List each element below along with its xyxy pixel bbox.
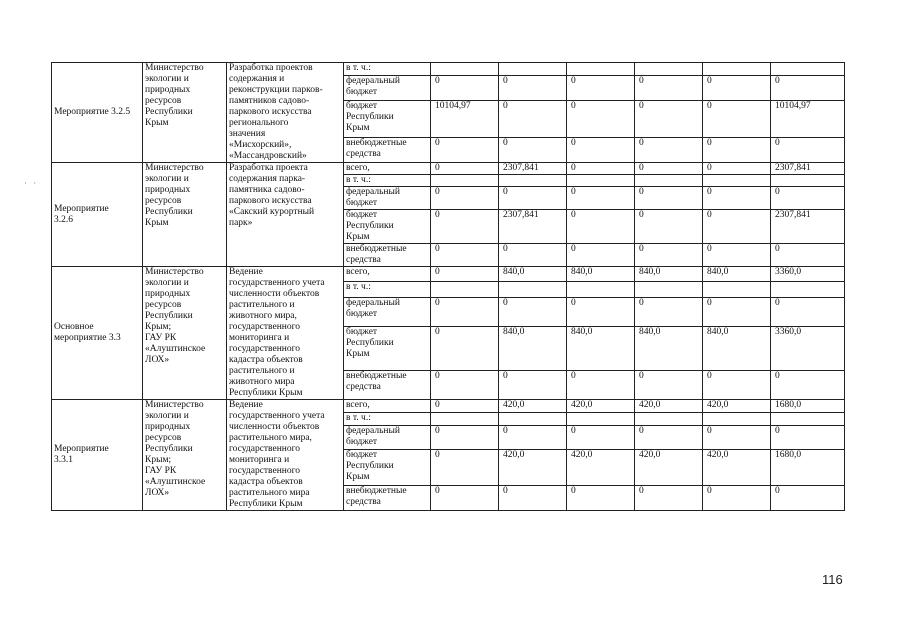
funding-source-cell: бюджет Республики Крым (344, 210, 431, 244)
value-col-3 (567, 412, 635, 425)
value-col-5: 0 (703, 425, 771, 450)
value-col-1: 0 (431, 450, 499, 486)
value-col-3: 840,0 (567, 327, 635, 370)
value-col-5: 0 (703, 486, 771, 511)
value-col-3: 0 (567, 370, 635, 399)
value-col-5: 840,0 (703, 267, 771, 282)
value-col-2: 0 (499, 76, 567, 101)
funding-source-cell: в т. ч.: (344, 412, 431, 425)
value-total: 0 (771, 486, 845, 511)
funding-source-cell: в т. ч.: (344, 175, 431, 187)
value-col-5: 0 (703, 297, 771, 326)
funding-source-cell: федеральный бюджет (344, 425, 431, 450)
value-col-4: 0 (635, 297, 703, 326)
value-col-3: 0 (567, 76, 635, 101)
value-total (771, 282, 845, 297)
funding-source-cell: внебюджетные средства (344, 244, 431, 267)
value-col-4: 0 (635, 137, 703, 162)
value-total: 0 (771, 370, 845, 399)
value-col-3: 0 (567, 244, 635, 267)
event-cell: Мероприятие 3.2.6 (52, 163, 143, 267)
value-col-2: 0 (499, 244, 567, 267)
page-number: 116 (822, 572, 843, 587)
value-col-1: 0 (431, 267, 499, 282)
value-col-5: 0 (703, 163, 771, 175)
budget-table (51, 62, 845, 511)
funding-source-cell: бюджет Республики Крым (344, 450, 431, 486)
executor-cell: Министерство экологии и природных ресурсов Республики Крым; ГАУ РК «Алуштинское ЛОХ» (143, 267, 227, 400)
value-col-4 (635, 282, 703, 297)
value-col-3: 0 (567, 137, 635, 162)
funding-source-cell: федеральный бюджет (344, 297, 431, 326)
value-col-1: 10104,97 (431, 101, 499, 138)
value-col-3: 840,0 (567, 267, 635, 282)
value-col-1 (431, 175, 499, 187)
value-col-5: 0 (703, 137, 771, 162)
funding-source-cell: бюджет Республики Крым (344, 327, 431, 370)
value-col-1: 0 (431, 370, 499, 399)
value-col-2: 2307,841 (499, 163, 567, 175)
budget-table-body (52, 63, 845, 511)
funding-source-cell: в т. ч.: (344, 282, 431, 297)
description-cell: Разработка проектов содержания и реконструкции парков- памятников садово- паркового искусства регионального значения «Мисхорский», «Массандровский» (227, 63, 344, 163)
funding-source-cell: бюджет Республики Крым (344, 101, 431, 138)
scan-edge-mark: · · (24, 178, 39, 188)
description-cell: Ведение государственного учета численности объектов растительного мира, государственного мониторинга и государственного кадастра объектов растительного мира Республики Крым (227, 400, 344, 511)
funding-source-cell: федеральный бюджет (344, 76, 431, 101)
value-col-5: 0 (703, 210, 771, 244)
value-col-2: 0 (499, 101, 567, 138)
value-col-5: 0 (703, 244, 771, 267)
table-row (52, 400, 845, 413)
value-col-2: 0 (499, 137, 567, 162)
value-col-2 (499, 412, 567, 425)
value-col-1: 0 (431, 327, 499, 370)
value-total (771, 175, 845, 187)
value-col-4: 840,0 (635, 267, 703, 282)
value-col-3: 0 (567, 101, 635, 138)
value-col-1: 0 (431, 76, 499, 101)
value-col-1: 0 (431, 297, 499, 326)
value-col-5 (703, 412, 771, 425)
value-col-3: 0 (567, 163, 635, 175)
value-col-2: 2307,841 (499, 210, 567, 244)
value-col-4: 0 (635, 76, 703, 101)
value-col-5 (703, 282, 771, 297)
value-col-3 (567, 282, 635, 297)
value-col-3: 420,0 (567, 400, 635, 413)
value-col-5: 0 (703, 76, 771, 101)
executor-cell: Министерство экологии и природных ресурсов Республики Крым (143, 63, 227, 163)
funding-source-cell: всего, (344, 400, 431, 413)
value-total (771, 412, 845, 425)
event-cell: Мероприятие 3.2.5 (52, 63, 143, 163)
value-col-3: 0 (567, 187, 635, 210)
value-total: 0 (771, 425, 845, 450)
description-cell: Разработка проекта содержания парка- памятника садово- паркового искусства «Сакский курортный парк» (227, 163, 344, 267)
value-col-3 (567, 175, 635, 187)
value-col-4 (635, 412, 703, 425)
funding-source-cell: внебюджетные средства (344, 370, 431, 399)
value-total: 0 (771, 137, 845, 162)
value-col-4: 0 (635, 187, 703, 210)
value-col-3: 420,0 (567, 450, 635, 486)
value-col-5 (703, 175, 771, 187)
value-col-5 (703, 63, 771, 76)
value-total: 10104,97 (771, 101, 845, 138)
value-col-1 (431, 63, 499, 76)
event-cell: Мероприятие 3.3.1 (52, 400, 143, 511)
value-total: 3360,0 (771, 327, 845, 370)
value-col-5: 0 (703, 370, 771, 399)
executor-cell: Министерство экологии и природных ресурсов Республики Крым (143, 163, 227, 267)
value-col-1 (431, 282, 499, 297)
funding-source-cell: всего, (344, 267, 431, 282)
value-col-2: 0 (499, 486, 567, 511)
value-total: 0 (771, 76, 845, 101)
value-col-4: 0 (635, 486, 703, 511)
value-col-3 (567, 63, 635, 76)
executor-cell: Министерство экологии и природных ресурсов Республики Крым; ГАУ РК «Алуштинское ЛОХ» (143, 400, 227, 511)
funding-source-cell: внебюджетные средства (344, 486, 431, 511)
table-row (52, 63, 845, 76)
value-col-3: 0 (567, 486, 635, 511)
value-col-2: 420,0 (499, 450, 567, 486)
value-total: 0 (771, 187, 845, 210)
table-row (52, 267, 845, 282)
value-col-2: 840,0 (499, 327, 567, 370)
value-col-2 (499, 175, 567, 187)
value-col-1: 0 (431, 163, 499, 175)
value-col-5: 0 (703, 101, 771, 138)
table-row (52, 163, 845, 175)
value-col-4: 0 (635, 210, 703, 244)
value-col-4 (635, 175, 703, 187)
value-total: 2307,841 (771, 210, 845, 244)
value-col-4: 840,0 (635, 327, 703, 370)
description-cell: Ведение государственного учета численности объектов растительного и животного мира, государственного мониторинга и государственного кадастра объектов растительного и животного мира Республики Крым (227, 267, 344, 400)
value-col-4: 420,0 (635, 400, 703, 413)
value-col-1: 0 (431, 210, 499, 244)
value-col-1 (431, 412, 499, 425)
value-col-1: 0 (431, 486, 499, 511)
value-col-3: 0 (567, 297, 635, 326)
value-total: 0 (771, 297, 845, 326)
value-col-5: 420,0 (703, 400, 771, 413)
value-col-3: 0 (567, 210, 635, 244)
value-total: 1680,0 (771, 400, 845, 413)
value-total: 0 (771, 244, 845, 267)
value-col-2: 0 (499, 425, 567, 450)
event-cell: Основное мероприятие 3.3 (52, 267, 143, 400)
value-col-4: 0 (635, 370, 703, 399)
value-col-1: 0 (431, 425, 499, 450)
value-col-1: 0 (431, 137, 499, 162)
funding-source-cell: в т. ч.: (344, 63, 431, 76)
value-col-2: 0 (499, 370, 567, 399)
value-col-1: 0 (431, 400, 499, 413)
value-col-2: 840,0 (499, 267, 567, 282)
value-col-4: 0 (635, 425, 703, 450)
value-col-4 (635, 63, 703, 76)
value-col-2: 0 (499, 297, 567, 326)
value-col-5: 420,0 (703, 450, 771, 486)
value-total: 2307,841 (771, 163, 845, 175)
value-col-1: 0 (431, 244, 499, 267)
value-col-4: 0 (635, 101, 703, 138)
value-col-5: 0 (703, 187, 771, 210)
funding-source-cell: внебюджетные средства (344, 137, 431, 162)
value-total: 1680,0 (771, 450, 845, 486)
funding-source-cell: всего, (344, 163, 431, 175)
value-col-2 (499, 63, 567, 76)
value-col-1: 0 (431, 187, 499, 210)
value-col-2 (499, 282, 567, 297)
value-total: 3360,0 (771, 267, 845, 282)
value-col-2: 420,0 (499, 400, 567, 413)
value-col-4: 0 (635, 244, 703, 267)
value-col-2: 0 (499, 187, 567, 210)
funding-source-cell: федеральный бюджет (344, 187, 431, 210)
value-col-4: 0 (635, 163, 703, 175)
value-col-4: 420,0 (635, 450, 703, 486)
value-total (771, 63, 845, 76)
value-col-5: 840,0 (703, 327, 771, 370)
value-col-3: 0 (567, 425, 635, 450)
